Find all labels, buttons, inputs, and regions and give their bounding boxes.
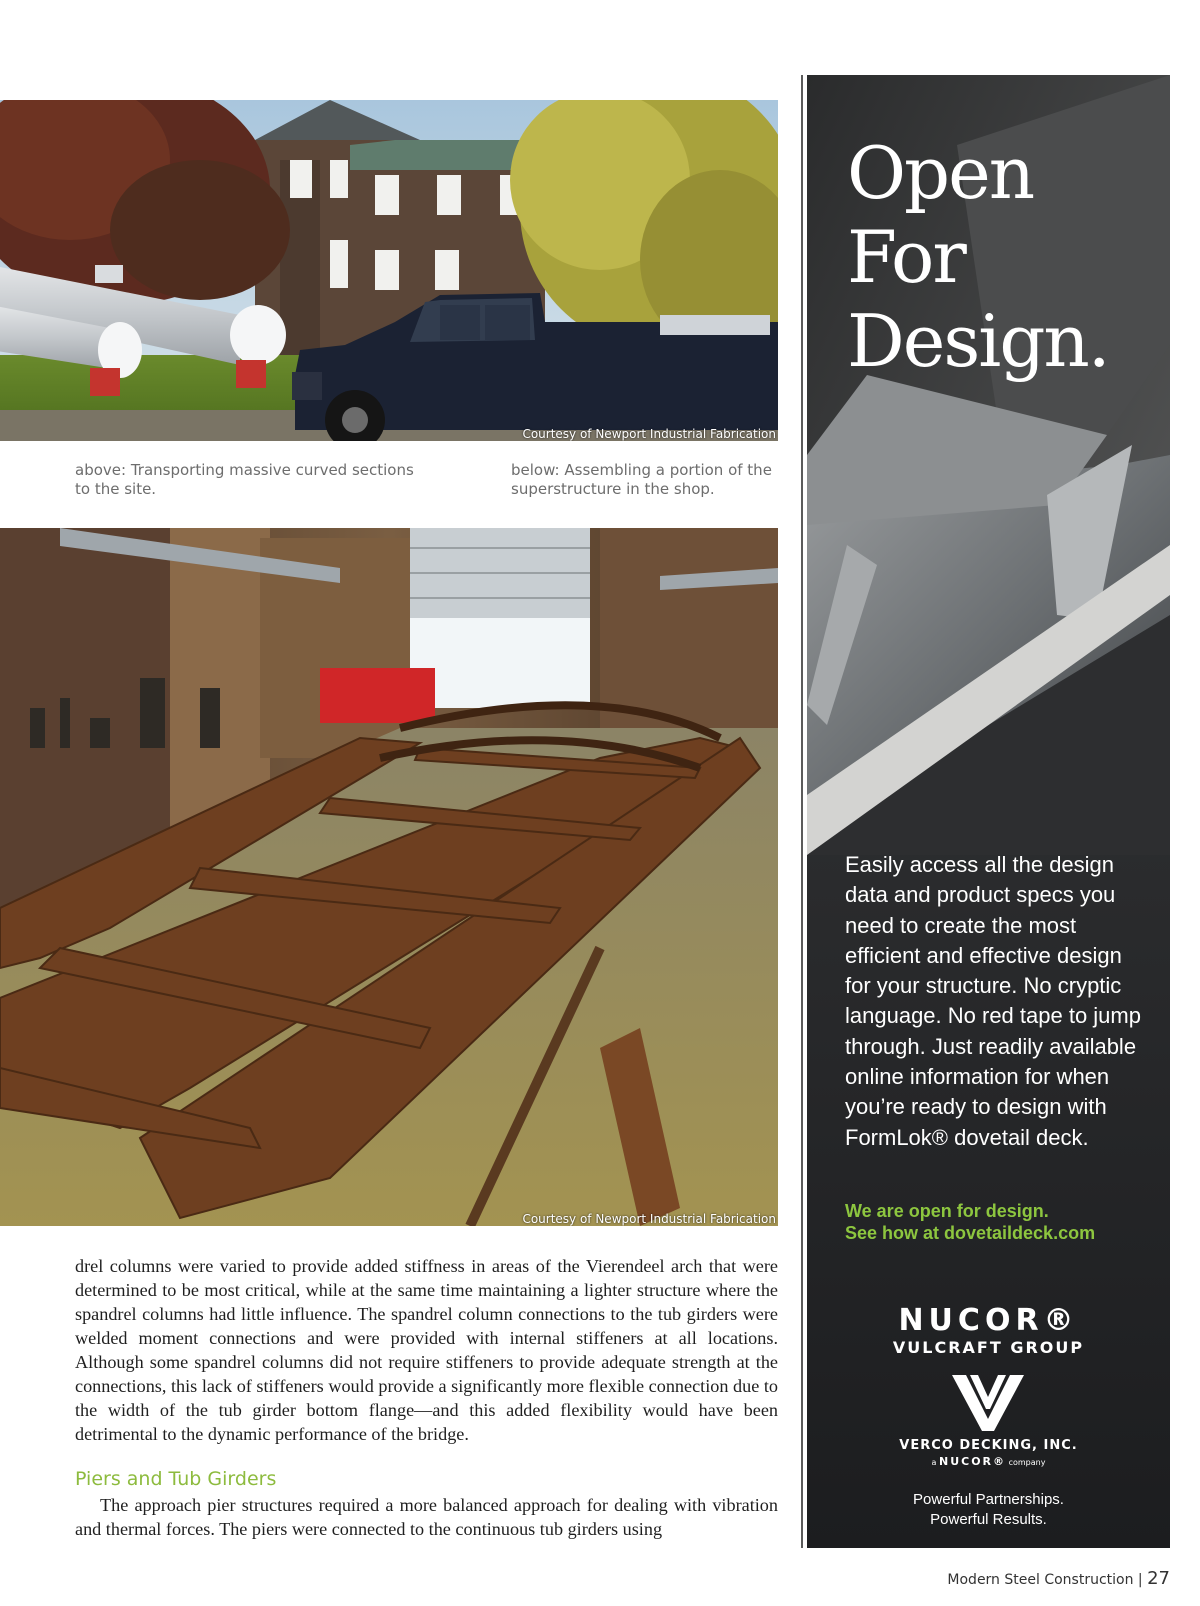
nucor-logo-text: NUCOR®: [898, 1303, 1079, 1338]
section-heading: Piers and Tub Girders: [75, 1468, 277, 1490]
verco-sub-company: company: [1008, 1458, 1046, 1467]
page-number: 27: [1147, 1568, 1170, 1589]
top-photo-transport: [0, 100, 778, 441]
caption-above-line1: above: Transporting massive curved sections: [75, 461, 414, 479]
shop-scene-illustration: [0, 528, 778, 1226]
ad-headline-line: For: [847, 215, 965, 299]
nucor-vulcraft-logo: [807, 1305, 1170, 1359]
vulcraft-group-text: VULCRAFT GROUP: [892, 1338, 1085, 1357]
caption-below: [511, 461, 772, 499]
caption-below-line1: below: Assembling a portion of the: [511, 461, 772, 479]
verco-sub-nucor: NUCOR®: [938, 1455, 1007, 1468]
ad-call-to-action: [845, 1200, 1095, 1244]
ad-headline-line: Design.: [847, 299, 1109, 383]
page-footer: [947, 1568, 1170, 1589]
formlok-advertisement: [807, 75, 1170, 1548]
caption-above-line2: to the site.: [75, 480, 157, 498]
verco-decking-text: VERCO DECKING, INC.: [899, 1438, 1078, 1453]
caption-below-line2: superstructure in the shop.: [511, 480, 715, 498]
ad-headline: [847, 131, 1109, 383]
verco-nucor-company: [807, 1455, 1170, 1470]
ad-tagline-line1: Powerful Partnerships.: [913, 1491, 1064, 1508]
photo-credit: Courtesy of Newport Industrial Fabrication: [522, 427, 776, 441]
ad-headline-line: Open: [847, 131, 1034, 215]
verco-logo: [807, 1437, 1170, 1470]
ad-body-copy: Easily access all the design data and product specs you need to create the most efficient and effective design for your structure. No cryptic language. No red tape to jump through. Just readily available online information for when you’re ready to design with FormLok® dovetail deck.: [845, 852, 1141, 1150]
article-paragraph: drel columns were varied to provide added stiffness in areas of the Vierendeel arch that were determined to be most critical, while at the same time maintaining a lighter structure where the spandrel columns had little influence. The spandrel column connections to the tub girders were welded moment connections and were provided with internal stiffeners at all locations. Although some spandrel columns did not require stiffeners to provide adequate strength at the connections, this lack of stiffeners would provide a significantly more flexible connection due to the width of the tub girder bottom flange—and this added flexibility would have been detrimental to the dynamic performance of the bridge.: [75, 1256, 778, 1444]
article-paragraph: The approach pier structures required a more balanced approach for dealing with vibration and thermal forces. The piers were connected to the continuous tub girders using: [75, 1495, 778, 1539]
ad-tagline: [807, 1490, 1170, 1530]
verco-v-icon: [952, 1375, 1024, 1431]
transport-scene-illustration: [0, 100, 778, 441]
ad-cta-link[interactable]: See how at dovetaildeck.com: [845, 1223, 1096, 1243]
ad-tagline-line2: Powerful Results.: [930, 1511, 1047, 1528]
ad-cta-line1: We are open for design.: [845, 1201, 1049, 1221]
column-divider: [801, 75, 803, 1548]
caption-above: [75, 461, 414, 499]
verco-sub-a: a: [931, 1458, 937, 1467]
photo-credit: Courtesy of Newport Industrial Fabrication: [522, 1212, 776, 1226]
magazine-name: Modern Steel Construction |: [947, 1572, 1143, 1588]
shop-photo-assembly: [0, 528, 778, 1226]
